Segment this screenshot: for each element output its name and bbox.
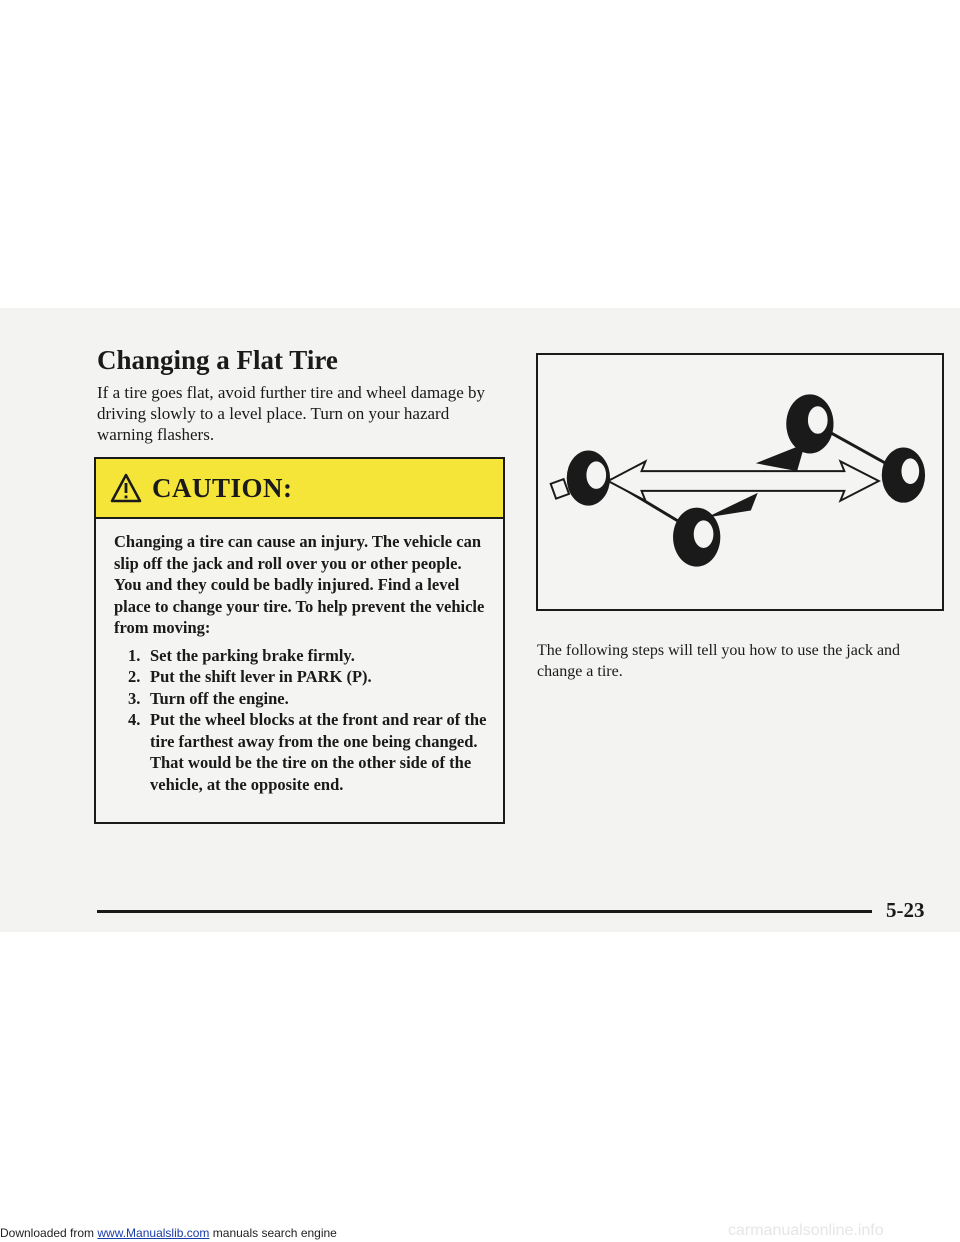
page-title: Changing a Flat Tire: [97, 345, 338, 375]
caution-box: [94, 457, 505, 824]
caution-body: [96, 519, 503, 795]
intro-paragraph: If a tire goes flat, avoid further tire and wheel damage by driving slowly to a level place. Turn on your hazard warning flashers.: [97, 383, 486, 444]
caution-label: CAUTION:: [152, 472, 293, 503]
caution-text: Changing a tire can cause an injury. The vehicle can slip off the jack and roll over you or other people. You and they could be badly injured. Find a level place to change your tire. To help prevent the vehicle from moving:: [114, 532, 485, 637]
tire-diagram-icon: [538, 355, 942, 609]
wheel-front-left: [551, 450, 610, 505]
wheel-rear-left: [673, 508, 720, 567]
following-steps-text: The following steps will tell you how to use the jack and change a tire.: [537, 642, 901, 680]
wheel-front-right: [882, 448, 925, 503]
page-number: 5-23: [886, 898, 925, 922]
list-item: 4. Put the wheel blocks at the front and rear of the tire farthest away from the one being changed. That would be the tire on the other side of the vehicle, at the opposite end.: [128, 710, 487, 794]
wheel-blocks-illustration: [536, 353, 944, 611]
download-footer: Downloaded from www.Manualslib.com manuals search engine: [0, 1226, 337, 1240]
caution-header: [96, 459, 503, 519]
warning-triangle-icon: [110, 473, 142, 503]
list-item: 1. Set the parking brake firmly.: [128, 645, 355, 665]
footer-rule: [97, 910, 872, 913]
caution-steps: [114, 645, 489, 796]
list-item: 2. Put the shift lever in PARK (P).: [128, 667, 372, 686]
manualslib-link[interactable]: www.Manualslib.com: [97, 1226, 210, 1240]
wheel-rear-right: [786, 394, 833, 453]
list-item: 3. Turn off the engine.: [128, 688, 289, 708]
watermark: carmanualsonline.info: [728, 1222, 884, 1239]
